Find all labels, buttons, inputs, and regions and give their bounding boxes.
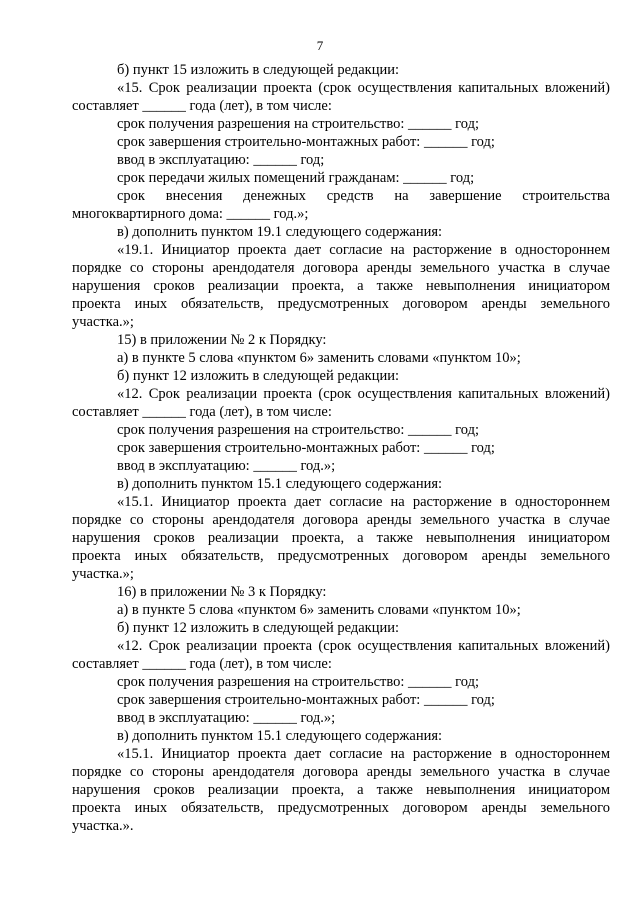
text-line: 16) в приложении № 3 к Порядку:: [117, 584, 327, 600]
text-line: в) дополнить пунктом 15.1 следующего содержания:: [117, 728, 443, 744]
text-line: «12. Срок реализации проекта (срок осуществления капитальных вложений): [117, 638, 610, 654]
text-line: участка.»;: [72, 566, 134, 582]
text-line: б) пункт 15 изложить в следующей редакции:: [117, 62, 399, 78]
text-line: «15.1. Инициатор проекта дает согласие на расторжение в одностороннем: [117, 494, 610, 510]
text-line: б) пункт 12 изложить в следующей редакции:: [117, 368, 399, 384]
text-line: участка.».: [72, 818, 134, 834]
text-line: срок получения разрешения на строительство: ______ год;: [117, 674, 479, 690]
text-line: нарушения сроков реализации проекта, а также невыполнения инициатором: [72, 278, 610, 294]
page-number: 7: [316, 38, 324, 53]
text-line: срок завершения строительно-монтажных работ: ______ год;: [117, 692, 495, 708]
text-line: нарушения сроков реализации проекта, а также невыполнения инициатором: [72, 530, 610, 546]
text-line: «15. Срок реализации проекта (срок осуществления капитальных вложений): [117, 80, 610, 96]
text-line: ввод в эксплуатацию: ______ год.»;: [117, 458, 336, 474]
text-line: проекта иных обязательств, предусмотренных договором аренды земельного: [72, 800, 610, 816]
text-line: составляет ______ года (лет), в том числе:: [72, 98, 332, 114]
text-line: б) пункт 12 изложить в следующей редакции:: [117, 620, 399, 636]
text-line: нарушения сроков реализации проекта, а также невыполнения инициатором: [72, 782, 610, 798]
text-line: срок получения разрешения на строительство: ______ год;: [117, 116, 479, 132]
text-line: участка.»;: [72, 314, 134, 330]
text-line: срок завершения строительно-монтажных работ: ______ год;: [117, 440, 495, 456]
text-line: в) дополнить пунктом 15.1 следующего содержания:: [117, 476, 443, 492]
text-line: проекта иных обязательств, предусмотренных договором аренды земельного: [72, 548, 610, 564]
text-line: «12. Срок реализации проекта (срок осуществления капитальных вложений): [117, 386, 610, 402]
text-line: срок внесения денежных средств на завершение строительства: [117, 188, 610, 204]
text-line: 15) в приложении № 2 к Порядку:: [117, 332, 327, 348]
text-line: срок получения разрешения на строительство: ______ год;: [117, 422, 479, 438]
text-line: в) дополнить пунктом 19.1 следующего содержания:: [117, 224, 443, 240]
text-line: «19.1. Инициатор проекта дает согласие на расторжение в одностороннем: [117, 242, 610, 258]
text-line: порядке со стороны арендодателя договора аренды земельного участка в случае: [72, 764, 610, 780]
text-line: проекта иных обязательств, предусмотренных договором аренды земельного: [72, 296, 610, 312]
text-line: ввод в эксплуатацию: ______ год.»;: [117, 710, 336, 726]
text-line: составляет ______ года (лет), в том числе:: [72, 656, 332, 672]
text-line: порядке со стороны арендодателя договора аренды земельного участка в случае: [72, 512, 610, 528]
text-line: составляет ______ года (лет), в том числе:: [72, 404, 332, 420]
text-line: срок завершения строительно-монтажных работ: ______ год;: [117, 134, 495, 150]
text-line: а) в пункте 5 слова «пунктом 6» заменить словами «пунктом 10»;: [117, 602, 521, 618]
text-line: а) в пункте 5 слова «пунктом 6» заменить словами «пунктом 10»;: [117, 350, 521, 366]
text-line: порядке со стороны арендодателя договора аренды земельного участка в случае: [72, 260, 610, 276]
text-line: срок передачи жилых помещений гражданам: ______ год;: [117, 170, 475, 186]
text-line: ввод в эксплуатацию: ______ год;: [117, 152, 325, 168]
text-line: многоквартирного дома: ______ год.»;: [72, 206, 309, 222]
text-line: «15.1. Инициатор проекта дает согласие на расторжение в одностороннем: [117, 746, 610, 762]
